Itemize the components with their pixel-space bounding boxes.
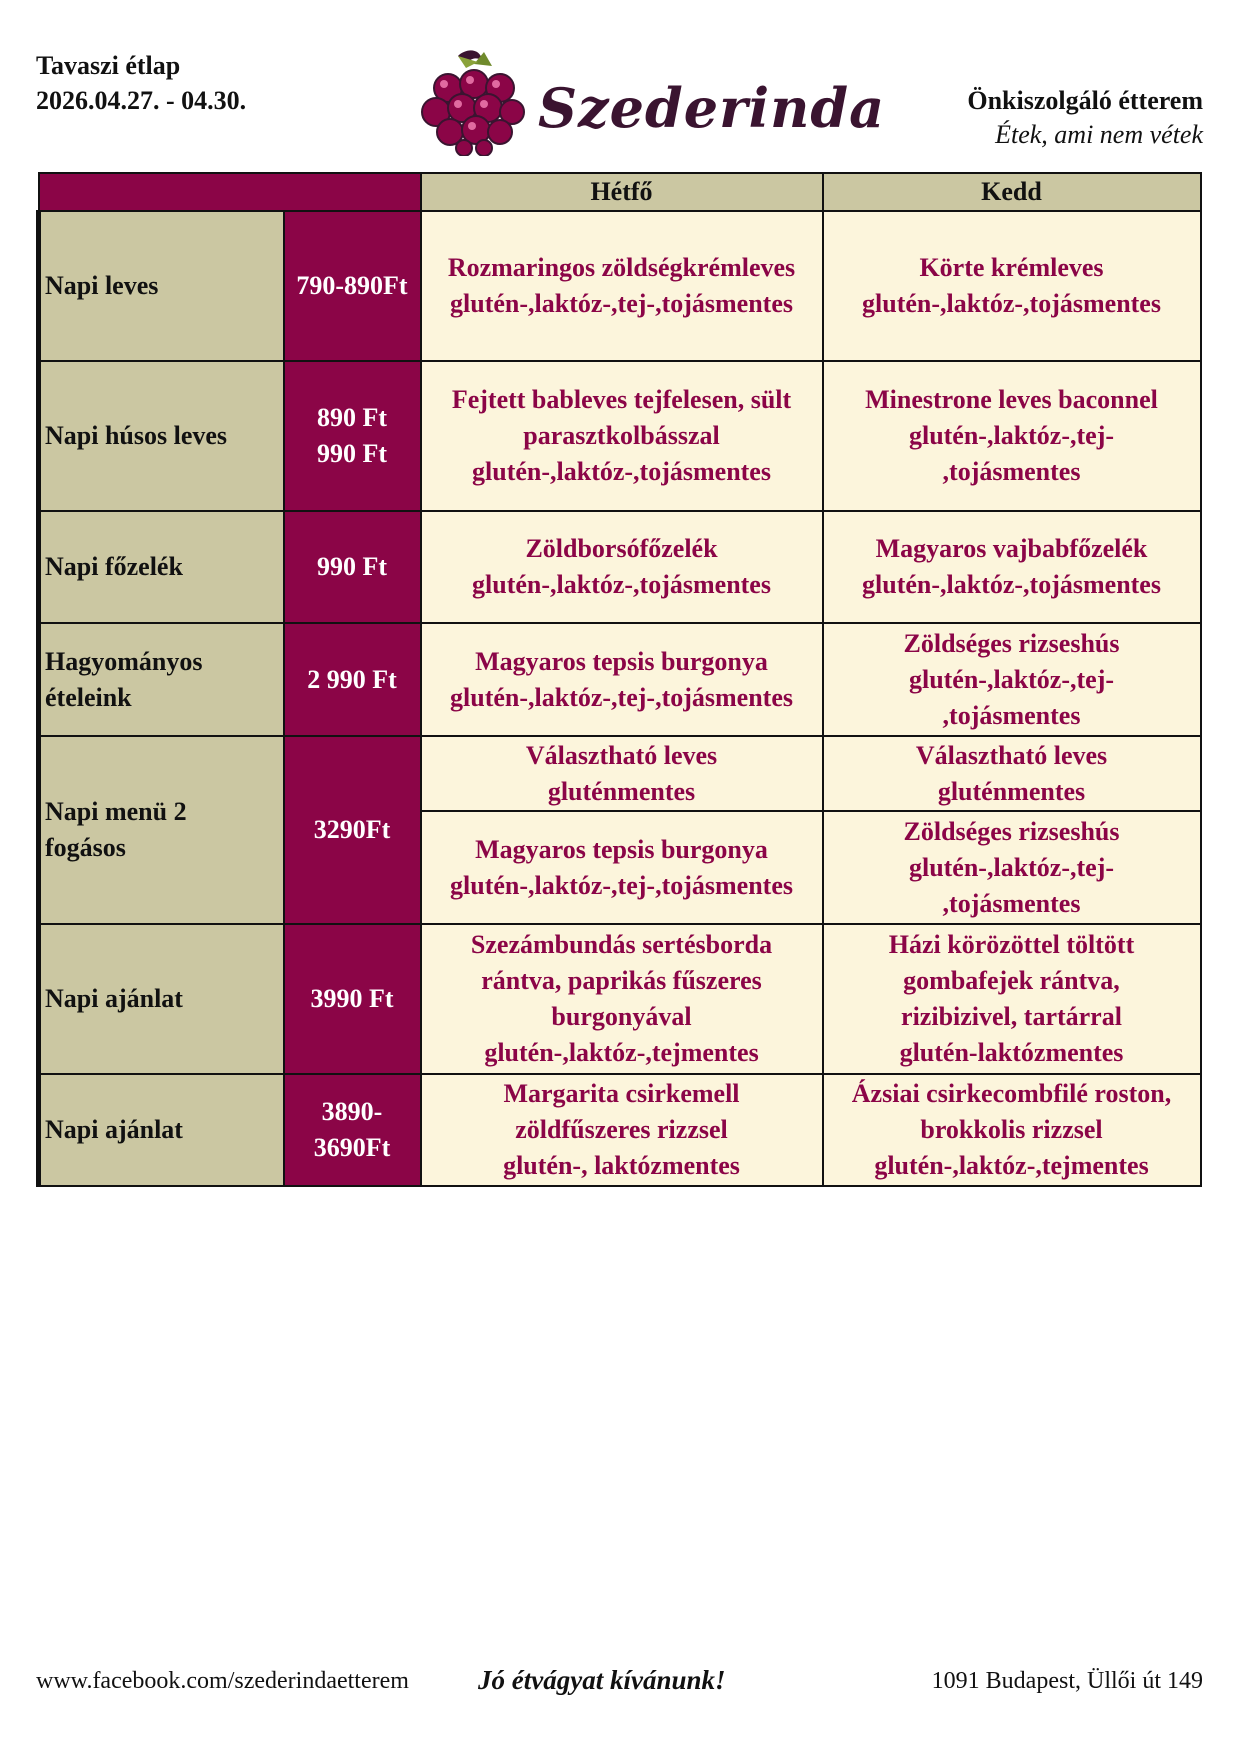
dish-line: brokkolis rizzsel: [920, 1115, 1103, 1144]
price-label: 3890-: [321, 1097, 383, 1126]
dish-line: gluténmentes: [547, 776, 696, 806]
dish-line: Magyaros tepsis burgonya: [475, 834, 768, 864]
dish-cell-tuesday: [823, 511, 1201, 623]
dish-line: Ázsiai csirkecombfilé roston,: [851, 1079, 1172, 1108]
dish-cell-monday: [421, 1074, 823, 1186]
category-cell: [39, 511, 284, 623]
category-label: Napi húsos leves: [45, 421, 228, 450]
menu-title: Tavaszi étlap: [36, 51, 181, 80]
category-label: Napi ajánlat: [45, 1115, 183, 1144]
dish-line: Zöldséges rizseshús: [903, 816, 1120, 846]
price-cell: [284, 361, 421, 511]
dish-line: glutén-,laktóz-,tojásmentes: [472, 570, 771, 599]
dish-line: Választható leves: [525, 740, 718, 770]
dish-line: Magyaros tepsis burgonya: [475, 646, 768, 676]
table-row: [39, 924, 1201, 1074]
category-label: Napi menü 2: [45, 797, 187, 826]
price-label: 890 Ft: [316, 403, 388, 432]
category-label: fogásos: [45, 833, 126, 862]
category-cell: [39, 1074, 284, 1186]
dish-line: ,tojásmentes: [942, 888, 1081, 918]
price-label: 990 Ft: [316, 439, 388, 468]
dish-line: parasztkolbásszal: [523, 421, 720, 450]
price-cell: [284, 736, 421, 924]
price-label: 990 Ft: [316, 552, 388, 581]
table-row: [39, 361, 1201, 511]
table-row: [39, 623, 1201, 736]
dish-cell-tuesday: [823, 811, 1201, 924]
category-label: Napi főzelék: [45, 552, 183, 581]
category-cell: [39, 623, 284, 736]
facebook-link[interactable]: www.facebook.com/szederindaetterem: [36, 1668, 409, 1694]
dish-line: gluténmentes: [937, 776, 1086, 806]
dish-cell-tuesday: [823, 924, 1201, 1074]
dish-line: gombafejek rántva,: [903, 966, 1120, 995]
category-cell: [39, 211, 284, 361]
table-row: [39, 211, 1201, 361]
dish-cell-monday: [421, 924, 823, 1074]
dish-line: glutén-,laktóz-,tej-,tojásmentes: [450, 289, 793, 318]
price-cell: [284, 924, 421, 1074]
day-header-row: [39, 173, 1201, 211]
dish-line: Magyaros vajbabfőzelék: [875, 534, 1148, 563]
dish-cell-monday: [421, 811, 823, 924]
dish-cell-tuesday: [823, 623, 1201, 736]
restaurant-slogan: Étek, ami nem vétek: [995, 120, 1203, 149]
dish-line: burgonyával: [551, 1002, 692, 1031]
day-header-tuesday: Kedd: [823, 173, 1201, 211]
blackberry-icon: [418, 46, 530, 156]
dish-line: glutén-, laktózmentes: [503, 1151, 740, 1180]
restaurant-type: Önkiszolgáló étterem: [967, 86, 1203, 115]
dish-line: rántva, paprikás fűszeres: [481, 966, 762, 995]
menu-header-right: [967, 84, 1203, 152]
brand-logo: [418, 46, 886, 166]
price-label: 3990 Ft: [310, 984, 394, 1013]
dish-line: glutén-,laktóz-,tejmentes: [484, 1038, 759, 1067]
soup-cell-monday: [421, 736, 823, 811]
greeting-text: Jó étvágyat kívánunk!: [478, 1665, 726, 1695]
price-label: 3290Ft: [313, 815, 391, 844]
address-text: 1091 Budapest, Üllői út 149: [931, 1668, 1203, 1694]
header-corner: [39, 173, 421, 211]
category-label: ételeink: [45, 682, 132, 712]
dish-line: glutén-,laktóz-,tej-,tojásmentes: [450, 870, 793, 900]
dish-line: glutén-,laktóz-,tojásmentes: [472, 457, 771, 486]
dish-line: glutén-,laktóz-,tej-,tojásmentes: [450, 682, 793, 712]
dish-cell-monday: [421, 211, 823, 361]
dish-line: Margarita csirkemell: [503, 1079, 740, 1108]
dish-line: glutén-laktózmentes: [899, 1038, 1124, 1067]
category-label: Napi leves: [45, 271, 159, 300]
price-cell: [284, 1074, 421, 1186]
category-cell: [39, 361, 284, 511]
price-label: 3690Ft: [313, 1133, 391, 1162]
dish-cell-monday: [421, 511, 823, 623]
menu-dates: 2026.04.27. - 04.30.: [36, 86, 247, 115]
dish-line: Zöldborsófőzelék: [525, 534, 718, 563]
dish-line: zöldfűszeres rizzsel: [515, 1115, 728, 1144]
price-label: 2 990 Ft: [307, 664, 397, 694]
category-label: Napi ajánlat: [45, 984, 183, 1013]
dish-line: Minestrone leves baconnel: [865, 385, 1158, 414]
dish-line: glutén-,laktóz-,tej-: [908, 421, 1115, 450]
dish-line: Fejtett bableves tejfelesen, sült: [451, 385, 792, 414]
price-cell: [284, 623, 421, 736]
dish-line: Körte krémleves: [919, 253, 1104, 282]
dish-line: Választható leves: [915, 740, 1108, 770]
soup-cell-tuesday: [823, 736, 1201, 811]
dish-line: glutén-,laktóz-,tejmentes: [874, 1151, 1149, 1180]
dish-line: Zöldséges rizseshús: [903, 628, 1120, 658]
dish-cell-monday: [421, 361, 823, 511]
category-label: Hagyományos: [45, 646, 203, 676]
dish-line: ,tojásmentes: [942, 457, 1081, 486]
dish-line: rizibizivel, tartárral: [901, 1002, 1122, 1031]
day-header-monday: Hétfő: [421, 173, 823, 211]
dish-line: ,tojásmentes: [942, 700, 1081, 730]
table-row: [39, 1074, 1201, 1186]
price-label: 790-890Ft: [296, 271, 408, 300]
table-row: [39, 736, 1201, 811]
dish-cell-tuesday: [823, 361, 1201, 511]
dish-line: glutén-,laktóz-,tojásmentes: [862, 289, 1161, 318]
category-cell: [39, 736, 284, 924]
dish-cell-monday: [421, 623, 823, 736]
dish-cell-tuesday: [823, 1074, 1201, 1186]
dish-line: glutén-,laktóz-,tej-: [908, 852, 1115, 882]
dish-line: glutén-,laktóz-,tojásmentes: [862, 570, 1161, 599]
brand-name: Szederinda: [538, 76, 886, 140]
category-cell: [39, 924, 284, 1074]
dish-line: Szezámbundás sertésborda: [470, 930, 773, 959]
dish-line: glutén-,laktóz-,tej-: [908, 664, 1115, 694]
price-cell: [284, 211, 421, 361]
price-cell: [284, 511, 421, 623]
dish-line: Házi körözöttel töltött: [888, 930, 1135, 959]
dish-cell-tuesday: [823, 211, 1201, 361]
menu-table: [36, 172, 1202, 1187]
dish-line: Rozmaringos zöldségkrémleves: [447, 253, 796, 282]
menu-header-left: [36, 48, 246, 118]
table-row: [39, 511, 1201, 623]
